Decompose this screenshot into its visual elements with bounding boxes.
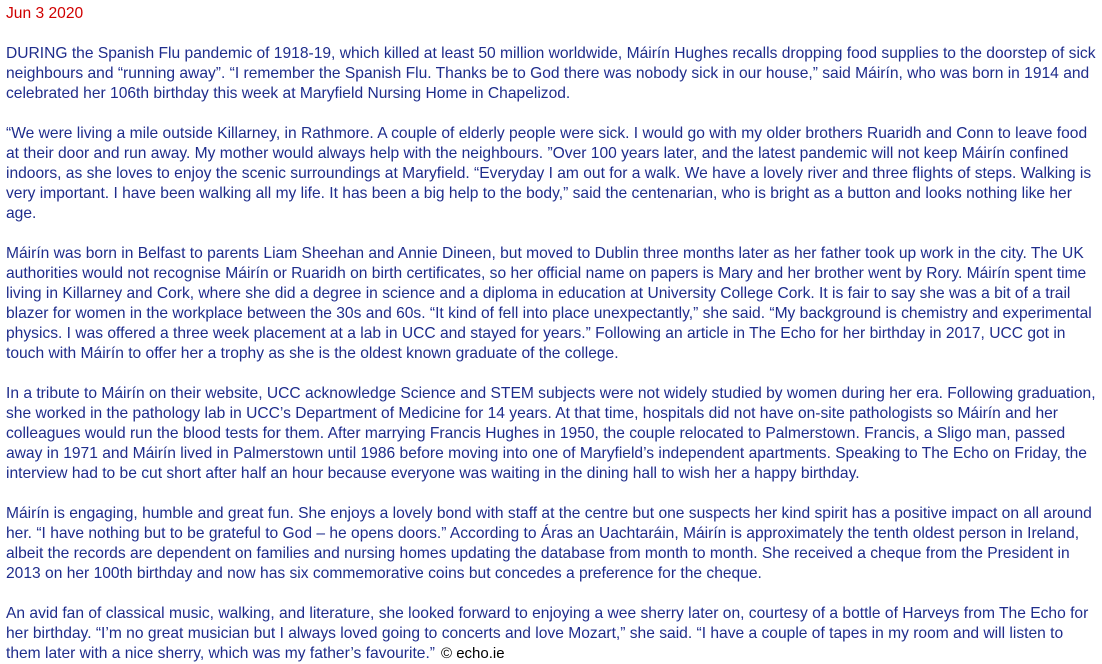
article-paragraph-1: DURING the Spanish Flu pandemic of 1918-19, which killed at least 50 million worldwide, Máirín Hughes recalls dropping food supplies to the doorstep of sick neighbours and “running away”. “I remember the Spanish Flu. Thanks be to God there was nobody sick in our house,” said Máirín, who was born in 1914 and celebrated her 106th birthday this week at Maryfield Nursing Home in Chapelizod. xyxy=(6,45,1096,102)
article-paragraph-3: Máirín was born in Belfast to parents Liam Sheehan and Annie Dineen, but moved to Dublin three months later as her father took up work in the city. The UK authorities would not recognise Máirín or Ruaridh on birth certificates, so her official name on papers is Mary and her brother went by Rory. Máirín spent time living in Killarney and Cork, where she did a degree in science and a diploma in education at University College Cork. It is fair to say she was a bit of a trail blazer for women in the workplace between the 30s and 60s. “It kind of fell into place unexpectantly,” she said. “My background is chemistry and experimental physics. I was offered a three week placement at a lab in UCC and stayed for years.” Following an article in The Echo for her birthday in 2017, UCC got in touch with Máirín to offer her a trophy as she is the oldest known graduate of the college. xyxy=(6,245,1092,362)
article-paragraph-6-text: An avid fan of classical music, walking, and literature, she looked forward to enjoying a wee sherry later on, courtesy of a bottle of Harveys from The Echo for her birthday. “I’m no great musician but I always loved going to concerts and love Mozart,” she said. “I have a couple of tapes in my room and will listen to them later with a nice sherry, which was my father’s favourite.” xyxy=(6,605,1089,662)
copyright-notice: © echo.ie xyxy=(441,645,505,662)
article-paragraph-4: In a tribute to Máirín on their website, UCC acknowledge Science and STEM subjects were not widely studied by women during her era. Following graduation, she worked in the pathology lab in UCC’s Department of Medicine for 14 years. At that time, hospitals did not have on-site pathologists so Máirín and her colleagues would run the blood tests for them. After marrying Francis Hughes in 1950, the couple relocated to Palmerstown. Francis, a Sligo man, passed away in 1971 and Máirín lived in Palmerstown until 1986 before moving into one of Maryfield’s independent apartments. Speaking to The Echo on Friday, the interview had to be cut short after half an hour because everyone was waiting in the dining hall to wish her a happy birthday. xyxy=(6,385,1096,482)
article-paragraph-2: “We were living a mile outside Killarney, in Rathmore. A couple of elderly people were sick. I would go with my older brothers Ruaridh and Conn to leave food at their door and run away. My mother would always help with the neighbours. ”Over 100 years later, and the latest pandemic will not keep Máirín confined indoors, as she loves to enjoy the scenic surroundings at Maryfield. “Everyday I am out for a walk. We have a lovely river and three flights of steps. Walking is very important. I have been walking all my life. It has been a big help to the body,” said the centenarian, who is bright as a button and looks nothing like her age. xyxy=(6,125,1092,222)
article-paragraph-5: Máirín is engaging, humble and great fun. She enjoys a lovely bond with staff at the centre but one suspects her kind spirit has a positive impact on all around her. “I have nothing but to be grateful to God – he opens doors.” According to Áras an Uachtaráin, Máirín is approximately the tenth oldest person in Ireland, albeit the records are dependent on families and nursing homes updating the database from month to month. She received a cheque from the President in 2013 on her 100th birthday and now has six commemorative coins but concedes a preference for the cheque. xyxy=(6,505,1092,582)
article xyxy=(6,4,1096,664)
article-date: Jun 3 2020 xyxy=(6,5,84,22)
article-paragraph-6 xyxy=(6,604,1096,664)
